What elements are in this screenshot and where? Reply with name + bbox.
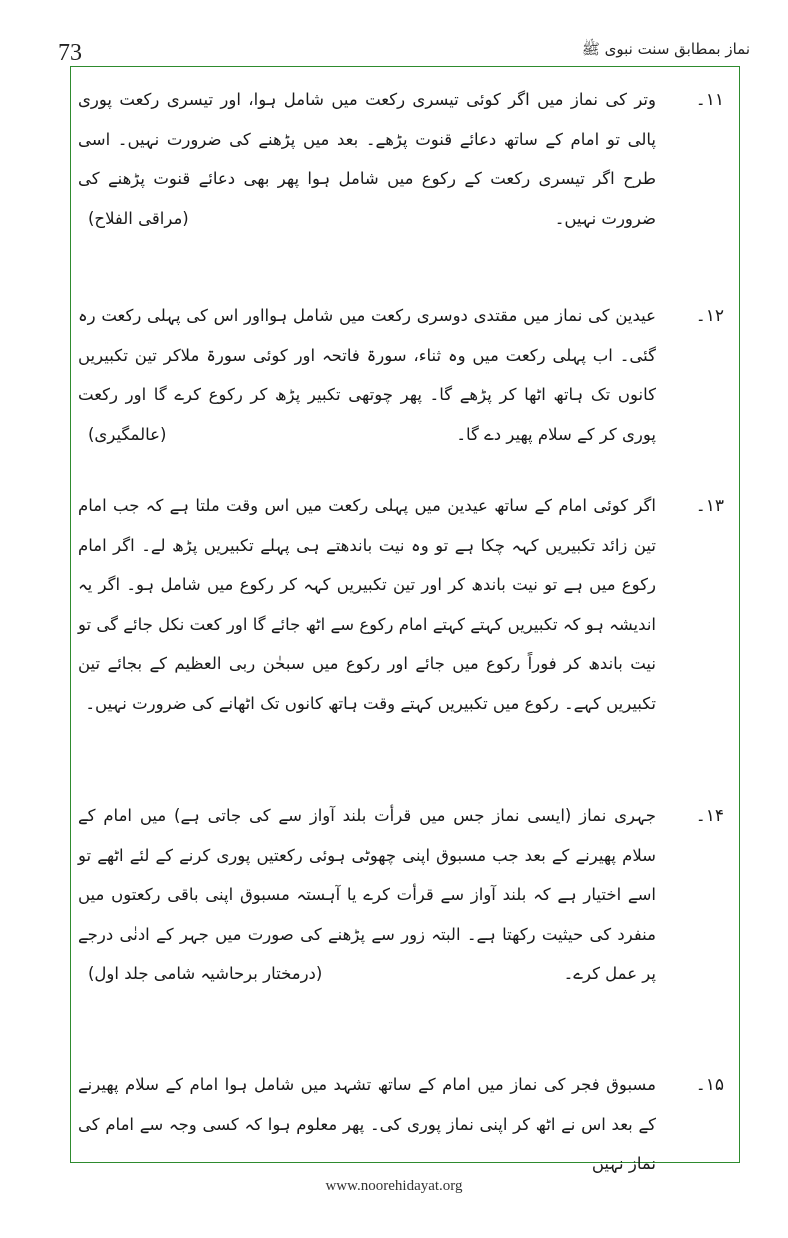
list-item — [72, 1065, 738, 1184]
item-text: مسبوق فجر کی نماز میں امام کے ساتھ تشہد میں شامل ہوا امام کے سلام پھیرنے کے بعد اس نے اٹھ کر اپنی نماز پوری کی۔ پھر معلوم ہوا کہ کسی وجہ سے امام کی نماز نہیں — [78, 1075, 656, 1174]
list-item — [72, 486, 738, 724]
item-text: وتر کی نماز میں اگر کوئی تیسری رکعت میں شامل ہوا، اور تیسری رکعت پوری پالی تو امام کے ساتھ دعائے قنوت پڑھے۔ بعد میں پڑھنے کی ضرورت نہیں۔ اسی طرح اگر تیسری رکعت کے رکوع میں شامل ہوا پھر بھی دعائے قنوت پڑھنے کی ضرورت نہیں۔ — [78, 90, 656, 228]
list-item — [72, 296, 738, 454]
item-reference: (درمختار برحاشیہ شامی جلد اول) — [88, 964, 323, 984]
item-number: ۱۲۔ — [695, 306, 724, 326]
item-text: اگر کوئی امام کے ساتھ عیدین میں پہلی رکعت میں اس وقت ملتا ہے کہ جب امام تین زائد تکبیریں کہہ چکا ہے تو وہ نیت باندھتے ہی پہلے تکبیریں پڑھ لے۔ اگر امام رکوع میں ہے تو نیت باندھ کر اور تین تکبیریں کہہ کر رکوع میں شامل ہو۔ اگر یہ اندیشہ ہو کہ تکبیریں کہتے کہتے امام رکوع سے اٹھ جائے گا اور کعت نکل جائے گی تو نیت باندھ کر فوراً رکوع میں جائے اور رکوع میں سبحٰن ربی العظیم کے بجائے تین تکبیریں کہے۔ رکوع میں تکبیریں کہتے وقت ہاتھ کانوں تک اٹھانے کی ضرورت نہیں۔ — [78, 496, 656, 713]
item-number: ۱۳۔ — [695, 496, 724, 516]
footer-website: www.noorehidayat.org — [325, 1178, 463, 1194]
item-text: عیدین کی نماز میں مقتدی دوسری رکعت میں شامل ہوااور اس کی پہلی رکعت رہ گئی۔ اب پہلی رکعت میں وہ ثناء، سورۃ فاتحہ اور کوئی سورۃ ملاکر تین تکبیریں کانوں تک ہاتھ اٹھا کر پڑھے گا۔ پھر چوتھی تکبیر پڑھ کر رکوع کرے گا اور رکعت پوری کر کے سلام پھیر دے گا۔ — [78, 306, 656, 444]
page-number: 73 — [58, 40, 82, 66]
item-number: ۱۱۔ — [695, 90, 724, 110]
list-item — [72, 80, 738, 238]
item-number: ۱۴۔ — [695, 806, 724, 826]
list-item — [72, 796, 738, 994]
running-title: نماز بمطابق سنت نبوی ﷺ — [581, 40, 750, 58]
item-number: ۱۵۔ — [695, 1075, 724, 1095]
item-reference: (مراقی الفلاح) — [88, 208, 189, 228]
item-reference: (عالمگیری) — [88, 424, 167, 444]
item-text: جہری نماز (ایسی نماز جس میں قرأت بلند آواز سے کی جاتی ہے) میں امام کے سلام پھیرنے کے بعد جب مسبوق اپنی چھوٹی ہوئی رکعتیں پوری کرنے کے لئے اٹھے تو اسے اختیار ہے کہ بلند آواز سے قرأت کرے یا آہستہ مسبوق اپنی باقی رکعتوں میں منفرد کی حیثیت رکھتا ہے۔ البتہ زور سے پڑھنے کی صورت میں جہر کے ادنٰی درجے پر عمل کرے۔ — [78, 806, 656, 984]
